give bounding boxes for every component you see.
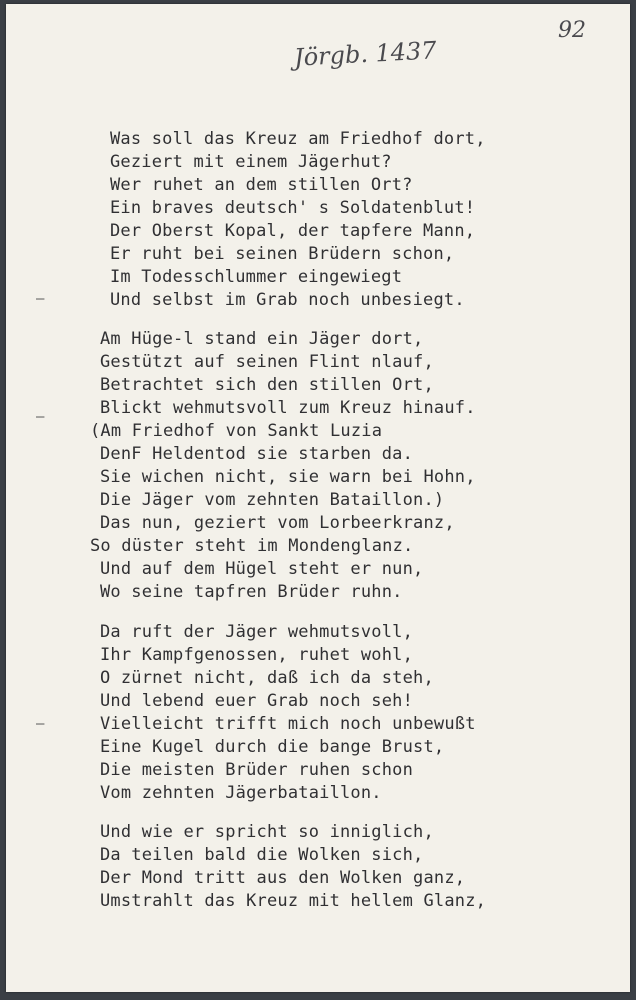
poem-line: Ihr Kampfgenossen, ruhet wohl,: [100, 645, 414, 665]
poem-line: Wer ruhet an dem stillen Ort?: [110, 175, 413, 195]
poem-line: Wo seine tapfren Brüder ruhn.: [100, 582, 403, 602]
poem-line: DenF Heldentod sie starben da.: [100, 444, 414, 464]
poem-line: Er ruht bei seinen Brüdern schon,: [110, 244, 455, 264]
poem-line: Blickt wehmutsvoll zum Kreuz hinauf.: [100, 398, 476, 418]
margin-mark-icon: —: [36, 716, 45, 732]
poem-line: Im Todesschlummer eingewiegt: [110, 267, 403, 287]
poem-line: Vom zehnten Jägerbataillon.: [100, 783, 382, 803]
poem-line: Eine Kugel durch die bange Brust,: [100, 737, 445, 757]
poem-line: Und wie er spricht so inniglich,: [100, 822, 434, 842]
poem-line: Der Oberst Kopal, der tapfere Mann,: [110, 221, 476, 241]
poem-line: Sie wichen nicht, sie warn bei Hohn,: [100, 467, 476, 487]
poem-line: Die meisten Brüder ruhen schon: [100, 760, 414, 780]
poem-line: So düster steht im Mondenglanz.: [90, 536, 414, 556]
poem-line: Und selbst im Grab noch unbesiegt.: [110, 290, 465, 310]
poem-line: Und auf dem Hügel steht er nun,: [100, 559, 424, 579]
handwritten-archive-note: Jörgb. 1437: [293, 36, 438, 72]
margin-mark-icon: —: [36, 409, 45, 425]
poem-line: (Am Friedhof von Sankt Luzia: [90, 421, 383, 441]
handwritten-page-number: 92: [558, 18, 586, 43]
poem-line: Und lebend euer Grab noch seh!: [100, 691, 414, 711]
poem-line: Geziert mit einem Jägerhut?: [110, 152, 392, 172]
poem-line: Der Mond tritt aus den Wolken ganz,: [100, 868, 466, 888]
poem-line: Was soll das Kreuz am Friedhof dort,: [110, 129, 486, 149]
poem-line: Da teilen bald die Wolken sich,: [100, 845, 424, 865]
poem-line: Vielleicht trifft mich noch unbewußt: [100, 714, 476, 734]
poem-line: O zürnet nicht, daß ich da steh,: [100, 668, 434, 688]
poem-line: Am Hüge-l stand ein Jäger dort,: [100, 329, 424, 349]
poem-line: Gestützt auf seinen Flint nlauf,: [100, 352, 434, 372]
poem-line: Betrachtet sich den stillen Ort,: [100, 375, 434, 395]
poem-line: Ein braves deutsch' s Soldatenblut!: [110, 198, 476, 218]
margin-mark-icon: —: [36, 291, 45, 307]
document-page: [6, 4, 630, 992]
poem-line: Die Jäger vom zehnten Bataillon.): [100, 490, 445, 510]
poem-line: Das nun, geziert vom Lorbeerkranz,: [100, 513, 455, 533]
poem-line: Umstrahlt das Kreuz mit hellem Glanz,: [100, 891, 487, 911]
poem-line: Da ruft der Jäger wehmutsvoll,: [100, 622, 414, 642]
